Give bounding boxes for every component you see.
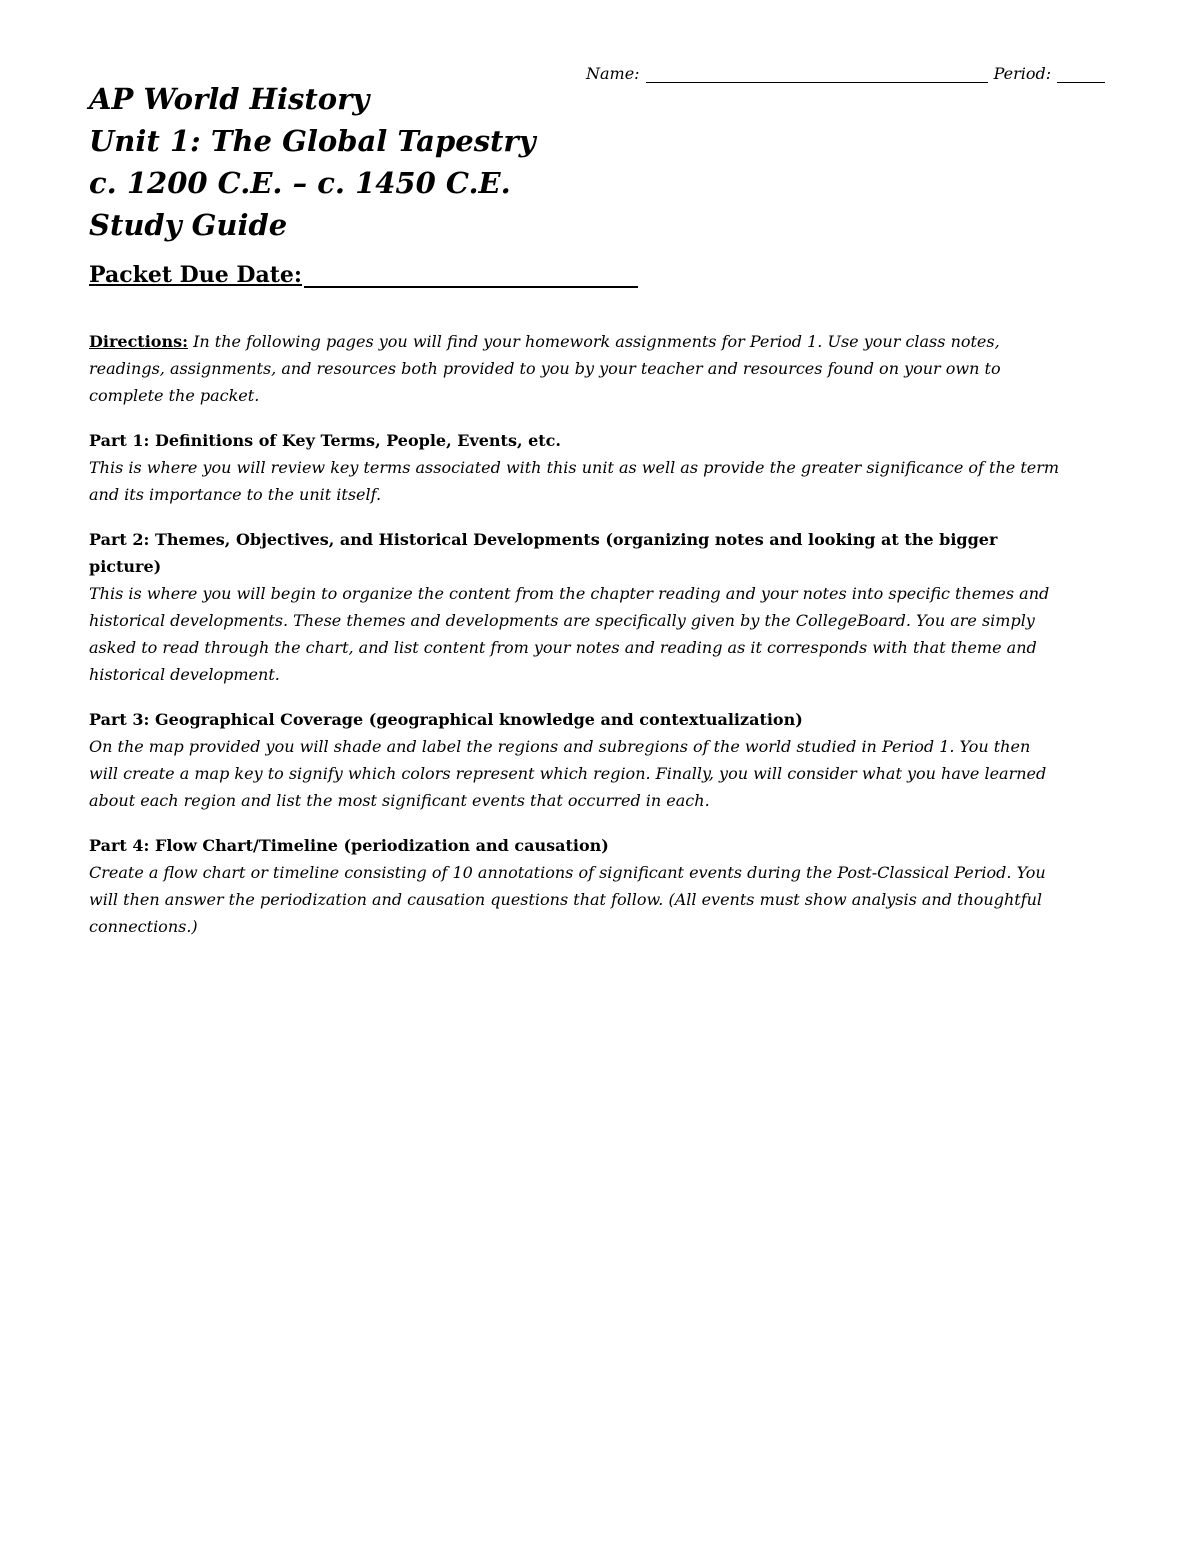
name-label: Name: (586, 64, 640, 83)
title-block (89, 78, 689, 246)
part-3-heading: Part 3: Geographical Coverage (geographical knowledge and contextualization) (89, 710, 803, 729)
period-blank (1057, 64, 1105, 83)
part-4-description: Create a flow chart or timeline consisting of 10 annotations of significant events during the Post-Classical Period. You will then answer the periodization and causation questions that follow. (All events must show analysis and thoughtful connections.) (89, 863, 1046, 936)
part-2-heading: Part 2: Themes, Objectives, and Historical Developments (organizing notes and looking at the bigger picture) (89, 530, 998, 576)
unit-title: Unit 1: The Global Tapestry (89, 124, 536, 158)
part-4-heading: Part 4: Flow Chart/Timeline (periodization and causation) (89, 836, 609, 855)
part-4 (89, 832, 1064, 940)
part-3 (89, 706, 1064, 814)
part-2 (89, 526, 1064, 688)
period-label: Period: (993, 64, 1052, 83)
due-date-label: Packet Due Date: (89, 262, 303, 288)
course-title: AP World History (89, 82, 370, 116)
part-2-description: This is where you will begin to organize the content from the chapter reading and your notes into specific themes and historical developments. These themes and developments are specifically given by the CollegeBoard. You are simply asked to read through the chart, and list content from your notes and reading as it corresponds with that theme and historical development. (89, 584, 1050, 684)
date-range: c. 1200 C.E. – c. 1450 C.E. (89, 166, 511, 200)
due-date-line (89, 262, 638, 288)
directions-paragraph (89, 328, 1064, 409)
part-1-description: This is where you will review key terms associated with this unit as well as provide the greater significance of the term and its importance to the unit itself. (89, 458, 1060, 504)
directions-label: Directions: (89, 332, 188, 351)
content-body (89, 328, 1064, 958)
study-guide-title: Study Guide (89, 208, 288, 242)
part-1 (89, 427, 1064, 508)
part-1-heading: Part 1: Definitions of Key Terms, People, Events, etc. (89, 431, 561, 450)
name-blank (646, 64, 988, 83)
directions-text: In the following pages you will find your homework assignments for Period 1. Use your class notes, readings, assignments, and resources both provided to you by your teacher and resources found on your own to complete the packet. (89, 332, 1001, 405)
due-date-blank (304, 262, 638, 288)
part-3-description: On the map provided you will shade and label the regions and subregions of the world studied in Period 1. You then will create a map key to signify which colors represent which region. Finally, you will consider what you have learned about each region and list the most significant events that occurred in each. (89, 737, 1047, 810)
